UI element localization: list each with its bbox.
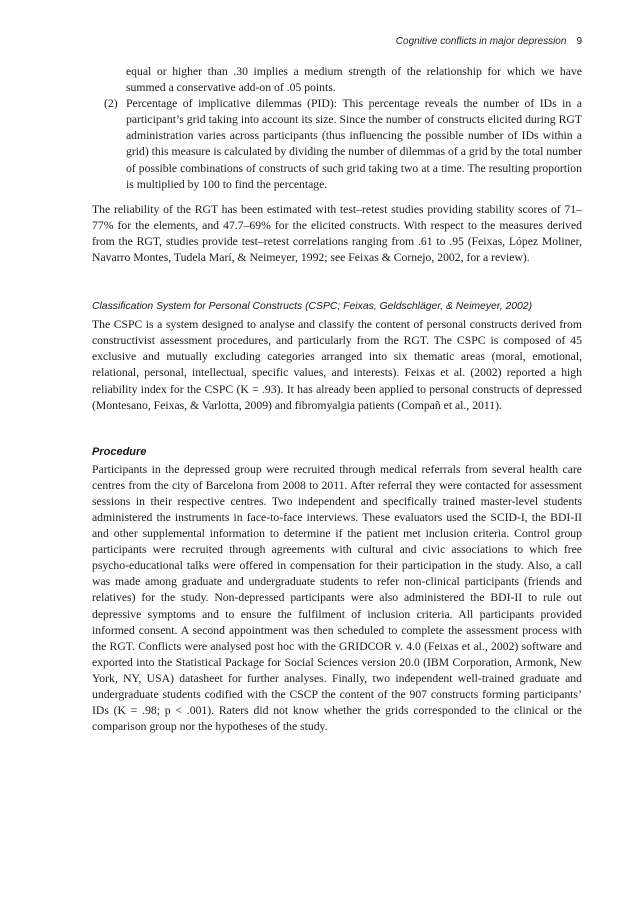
running-head (92, 36, 582, 64)
list-item-number: (2) (104, 97, 118, 111)
cspc-heading: Classification System for Personal Constructs (CSPC; Feixas, Geldschläger, & Neimeyer, 2002) (92, 301, 533, 313)
journal-page (92, 36, 582, 735)
list-item-text: Percentage of implicative dilemmas (PID): This percentage reveals the number of IDs in a participant’s grid taking into account its size. Since the number of constructs elicited during RGT administration varies across participants (thus influencing the possible number of IDs within a grid) this measure is calculated by dividing the number of dilemmas of a grid by the total number of possible combinations of constructs of such grid taking two at a time. The resulting proportion is multiplied by 100 to find the percentage. (126, 97, 582, 191)
reliability-paragraph: The reliability of the RGT has been estimated with test–retest studies providing stability scores of 71–77% for the elements, and 47.7–69% for the elicited constructs. With respect to the measures derived from the RGT, studies provide test–retest correlations ranging from .61 to .95 (Feixas, López Moliner, Navarro Montes, Tudela Marí, & Neimeyer, 1992; see Feixas & Cornejo, 2002, for a review). (92, 202, 582, 265)
running-title: Cognitive conflicts in major depression (395, 36, 567, 47)
procedure-heading: Procedure (92, 445, 147, 458)
cspc-paragraph: The CSPC is a system designed to analyse and classify the content of personal constructs derived from constructivist assessment procedures, and particularly from the RGT. The CSPC is composed of 45 exclusive and mutually excluding categories arranged into six thematic areas (moral, emotional, relational, personal, intellectual, specific values, and interests). Feixas et al. (2002) reported a high reliability index for the CSPC (K = .93). It has already been applied to personal constructs of depressed (Montesano, Feixas, & Varlotta, 2009) and fibromyalgia patients (Compañ et al., 2011). (92, 318, 582, 412)
list-item-pid (92, 96, 582, 193)
list-item-continuation: equal or higher than .30 implies a medium strength of the relationship for which we have summed a conservative add-on of .05 points. (126, 65, 582, 95)
page-number: 9 (576, 36, 582, 47)
procedure-paragraph: Participants in the depressed group were recruited through medical referrals from several health care centres from the city of Barcelona from 2008 to 2011. After referral they were contacted for assessment sessions in their respective centres. Two independent and specifically trained master-level students administered the instruments in face-to-face interviews. These evaluators used the SCID-I, the BDI-II and other supplemental information to determine if the patient met inclusion criteria. Control group participants were recruited through agreements with cultural and civic associations to which free psycho-educational talks were offered in compensation for their participation in the study. Also, a call was made among graduate and undergraduate students to refer non-clinical participants (friends and relatives) for the study. Non-depressed participants were also administered the BDI-II to rule out depressive symptoms and to ensure the fulfilment of inclusion criteria. All participants provided informed consent. A second appointment was then scheduled to complete the assessment process with the RGT. Conflicts were analysed post hoc with the GRIDCOR v. 4.0 (Feixas et al., 2002) software and exported into the Statistical Package for Social Sciences version 20.0 (IBM Corporation, Armonk, New York, NY, USA) datasheet for further analyses. Finally, two independent well-trained graduate and undergraduate students codified with the CSCP the content of the 907 constructs forming participants’ IDs (K = .98; p < .001). Raters did not know whether the grids corresponded to the clinical or the comparison group nor the hypotheses of the study. (92, 462, 582, 734)
